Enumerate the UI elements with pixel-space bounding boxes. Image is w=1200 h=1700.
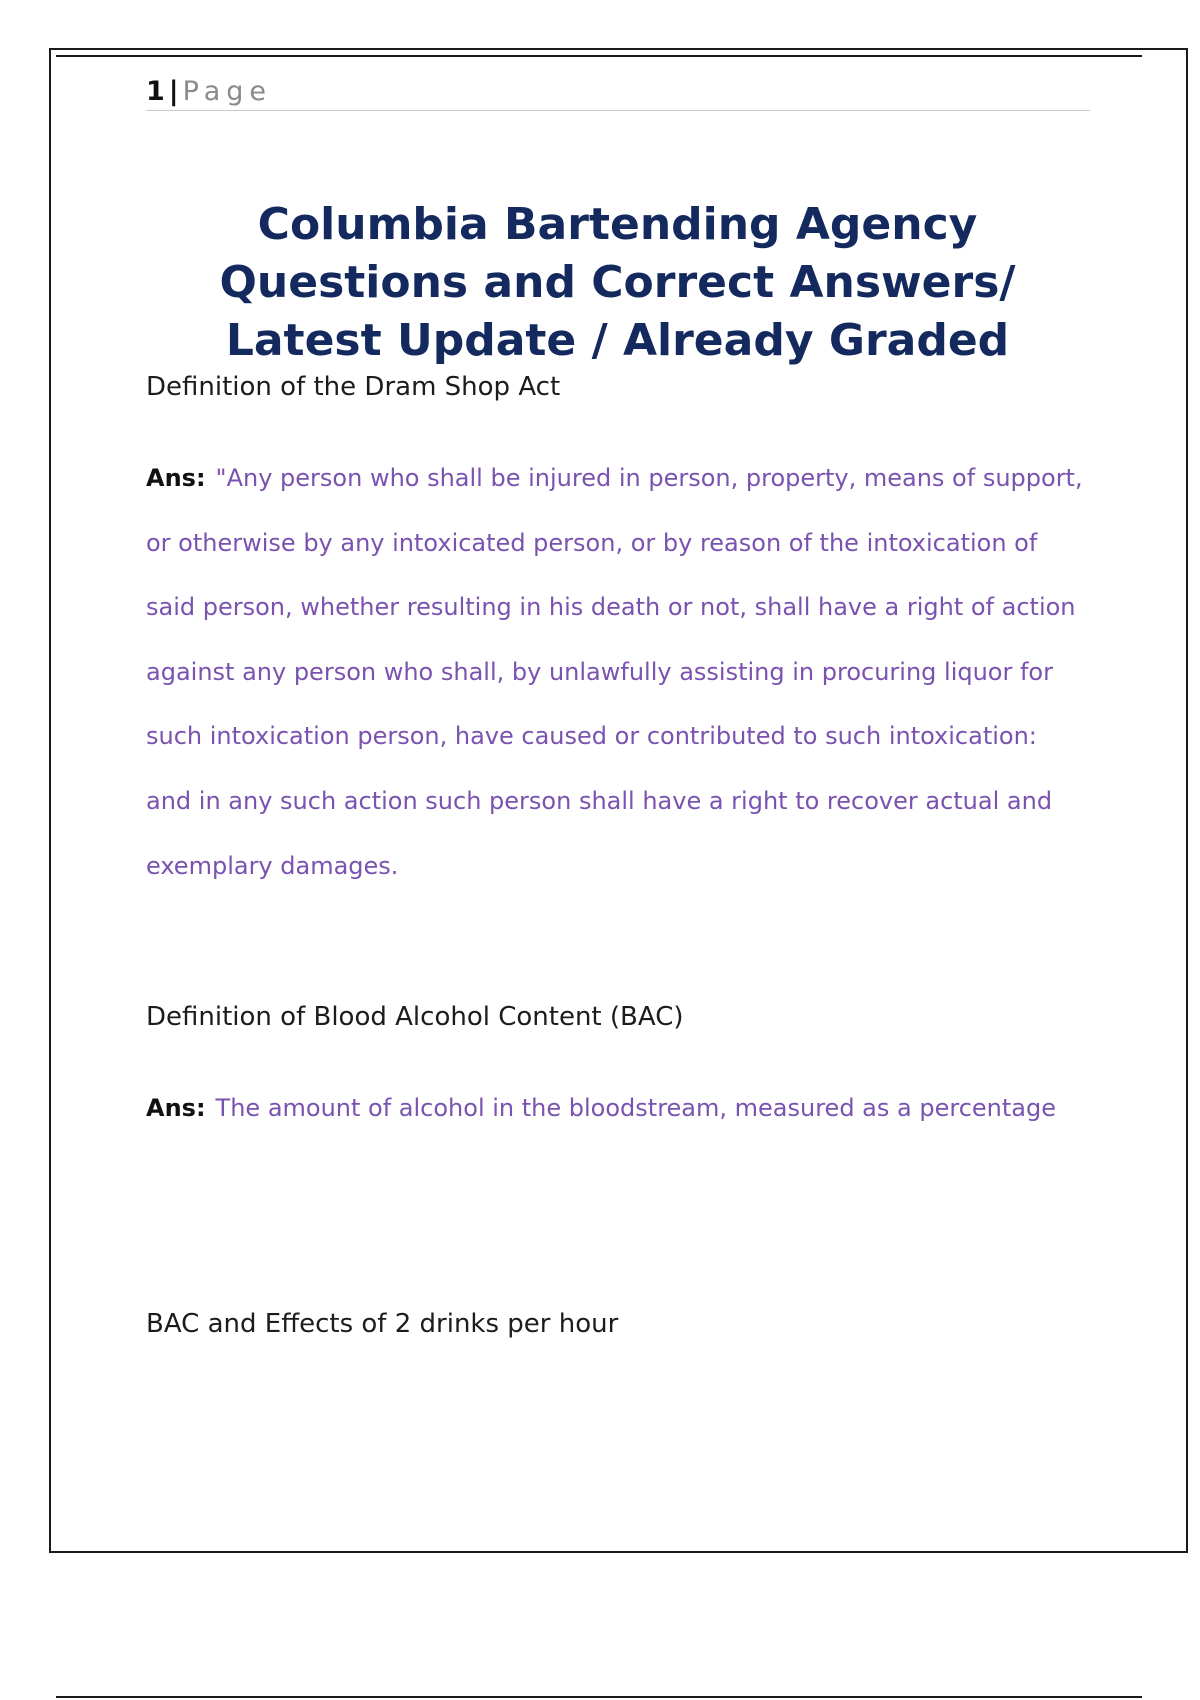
answer-2 xyxy=(146,1076,1086,1141)
answer-text: "Any person who shall be injured in person, property, means of support, or otherwise by any intoxicated person, or by reason of the intoxication of said person, whether resulting in his death or not, shall have a right of action against any person who shall, by unlawfully assisting in procuring liquor for such intoxication person, have caused or contributed to such intoxication: and in any such action such person shall have a right to recover actual and exemplary damages. xyxy=(146,464,1083,880)
page-word: Page xyxy=(182,76,273,107)
page-header xyxy=(146,74,1090,111)
bottom-rule xyxy=(56,1696,1142,1698)
question-2: Definition of Blood Alcohol Content (BAC) xyxy=(146,1002,684,1032)
question-1: Definition of the Dram Shop Act xyxy=(146,372,561,402)
answer-text: The amount of alcohol in the bloodstream, measured as a percentage xyxy=(215,1094,1056,1122)
top-rule xyxy=(56,55,1142,57)
answer-label: Ans: xyxy=(146,464,206,492)
answer-label: Ans: xyxy=(146,1094,206,1122)
page-number: 1 xyxy=(146,76,165,107)
answer-1 xyxy=(146,446,1086,898)
document-title: Columbia Bartending Agency Questions and Correct Answers/ Latest Update / Already Graded xyxy=(219,199,1016,366)
question-3: BAC and Effects of 2 drinks per hour xyxy=(146,1309,619,1339)
page-separator: | xyxy=(168,76,179,107)
